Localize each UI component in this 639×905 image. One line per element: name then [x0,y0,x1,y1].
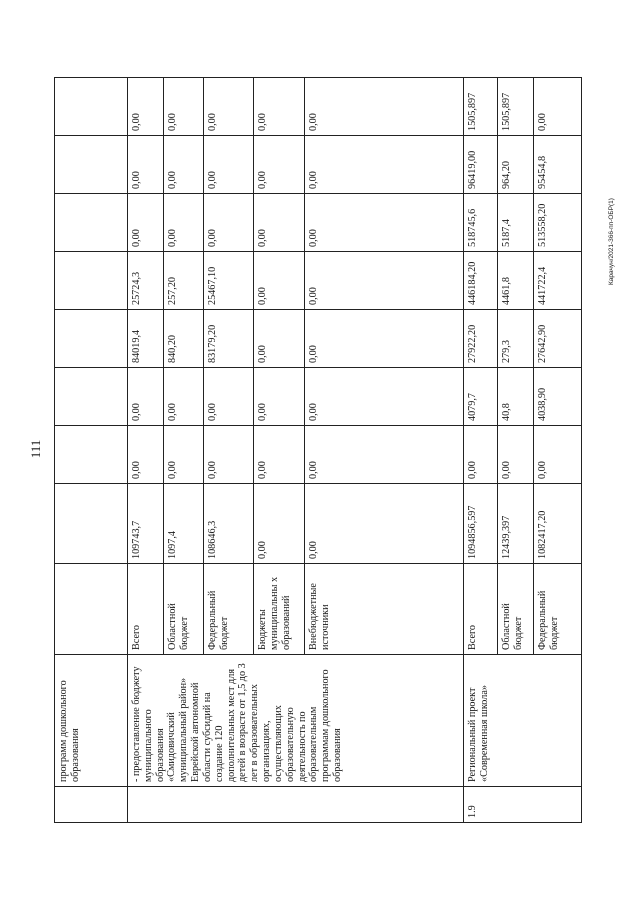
value-cell: 25467,10 [204,252,254,310]
value-cell: 0,00 [254,484,305,564]
program-name-cell: - предоставление бюджету муниципального образования «Смидовичский муниципальный район» Еврейской автономной области субсидий на создание 120 дополнительных мест для детей в возрасте от 1,5 до 3 лет в образовательных организациях, осуществляющих образовательную деятельность по образовательным программам дошкольного образования [128,655,464,787]
value-cell: 0,00 [254,310,305,368]
value-cell: 0,00 [204,78,254,136]
funding-source-cell: Областной бюджет [498,564,534,655]
funding-source-cell: Областной бюджет [164,564,204,655]
value-cell [55,484,128,564]
value-cell: 0,00 [305,426,464,484]
value-cell [55,368,128,426]
value-cell: 0,00 [254,78,305,136]
value-cell: 25724,3 [128,252,164,310]
value-cell: 0,00 [305,484,464,564]
table-row-subsidy-total [128,78,164,823]
page-number: 111 [28,439,43,459]
funding-source-cell: Федеральный бюджет [204,564,254,655]
value-cell: 0,00 [128,136,164,194]
row-index-cell [55,787,128,823]
value-cell: 0,00 [128,194,164,252]
value-cell: 0,00 [164,426,204,484]
value-cell: 0,00 [254,368,305,426]
funding-source-cell: Внебюджетные источники [305,564,464,655]
value-cell: 5187,4 [498,194,534,252]
value-cell: 0,00 [254,426,305,484]
value-cell: 27922,20 [464,310,498,368]
value-cell: 0,00 [305,252,464,310]
table-row-continuation [55,78,128,823]
value-cell: 513558,20 [534,194,582,252]
value-cell: 0,00 [254,136,305,194]
value-cell: 0,00 [305,78,464,136]
value-cell [55,78,128,136]
value-cell: 95454,8 [534,136,582,194]
value-cell: 0,00 [204,426,254,484]
value-cell: 0,00 [164,136,204,194]
value-cell: 0,00 [464,426,498,484]
value-cell [55,426,128,484]
value-cell [55,136,128,194]
value-cell: 279,3 [498,310,534,368]
value-cell: 840,20 [164,310,204,368]
value-cell: 441722,4 [534,252,582,310]
value-cell: 27642,90 [534,310,582,368]
value-cell: 0,00 [128,426,164,484]
value-cell: 0,00 [128,368,164,426]
value-cell: 4038,90 [534,368,582,426]
funding-source-cell: Всего [128,564,164,655]
value-cell: 518745,6 [464,194,498,252]
value-cell: 1505,897 [464,78,498,136]
value-cell: 964,20 [498,136,534,194]
value-cell: 84019,4 [128,310,164,368]
value-cell: 96419,00 [464,136,498,194]
value-cell: 0,00 [254,194,305,252]
value-cell [55,194,128,252]
value-cell [55,310,128,368]
table-row-project-total [464,78,498,823]
value-cell: 0,00 [204,194,254,252]
row-index-cell: 1.9 [464,787,582,823]
program-name-cell: Региональный проект «Современная школа» [464,655,582,787]
value-cell: 0,00 [305,194,464,252]
value-cell: 0,00 [128,78,164,136]
value-cell: 0,00 [164,194,204,252]
value-cell: 1082417,20 [534,484,582,564]
value-cell: 40,8 [498,368,534,426]
value-cell: 0,00 [254,252,305,310]
funding-source-cell [55,564,128,655]
value-cell: 0,00 [164,368,204,426]
value-cell: 4079,7 [464,368,498,426]
value-cell: 109743,7 [128,484,164,564]
document-footer-code: Карачун/2021-366-пп-ОБР(1) [608,198,615,285]
value-cell: 0,00 [164,78,204,136]
value-cell: 0,00 [534,78,582,136]
budget-table [54,77,582,823]
value-cell: 0,00 [204,136,254,194]
funding-source-cell: Федеральный бюджет [534,564,582,655]
value-cell [55,252,128,310]
funding-source-cell: Бюджеты муниципальны х образований [254,564,305,655]
value-cell: 12439,397 [498,484,534,564]
value-cell: 4461,8 [498,252,534,310]
program-name-cell: программ дошкольного образования [55,655,128,787]
funding-source-cell: Всего [464,564,498,655]
value-cell: 0,00 [204,368,254,426]
value-cell: 0,00 [534,426,582,484]
row-index-cell [128,787,464,823]
value-cell: 83179,20 [204,310,254,368]
value-cell: 108646,3 [204,484,254,564]
value-cell: 0,00 [305,368,464,426]
value-cell: 1097,4 [164,484,204,564]
value-cell: 0,00 [305,136,464,194]
value-cell: 0,00 [498,426,534,484]
value-cell: 1505,897 [498,78,534,136]
value-cell: 446184,20 [464,252,498,310]
value-cell: 1094856,597 [464,484,498,564]
value-cell: 257,20 [164,252,204,310]
value-cell: 0,00 [305,310,464,368]
